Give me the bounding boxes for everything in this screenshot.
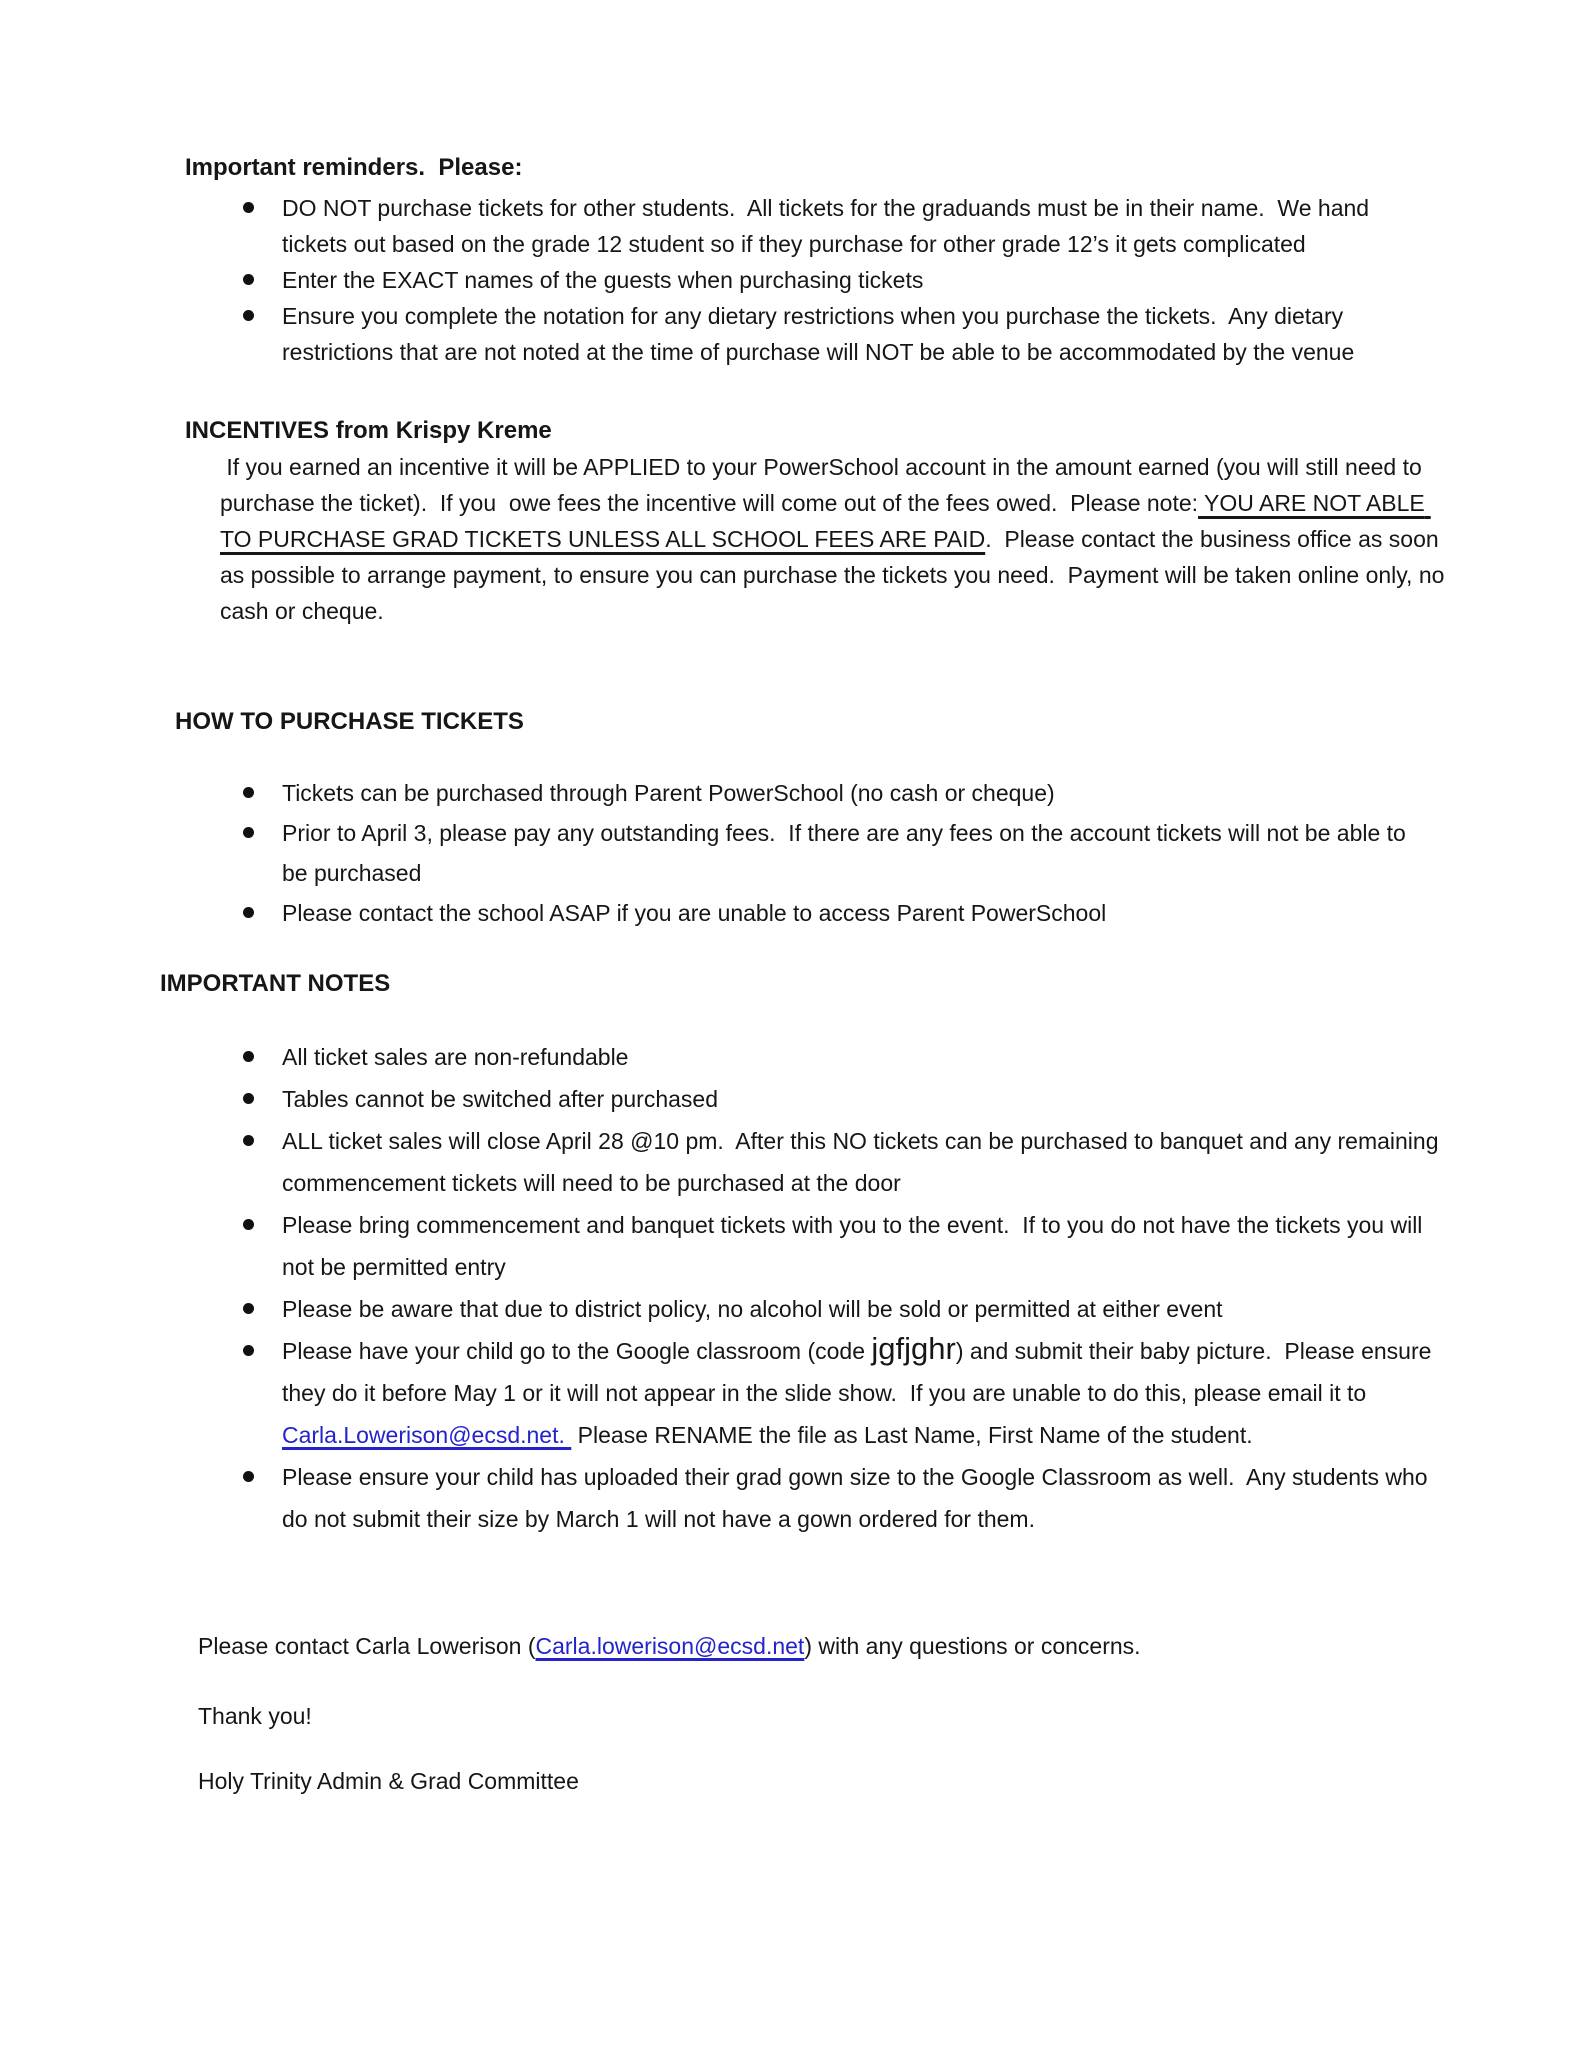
list-item-text: Ensure you complete the notation for any dietary restrictions when you purchase the tickets. Any dietary restrictions that are not noted at the time of purchase will NOT be able to be accommodated by the venue (282, 303, 1355, 365)
how-to-purchase-list (240, 773, 1435, 933)
bullet-icon (243, 1093, 254, 1104)
bullet-icon (243, 907, 254, 918)
contact-line (198, 1628, 1482, 1664)
bullet-icon (243, 787, 254, 798)
paragraph-text: Please contact Carla Lowerison ( (198, 1633, 536, 1659)
list-item (240, 190, 1400, 262)
bullet-icon (243, 827, 254, 838)
paragraph-text: Please have your child go to the Google classroom (code (282, 1338, 872, 1364)
paragraph-text: If you earned an incentive it will be APPLIED to your PowerSchool account in the amount earned (you will still need to purchase the ticket). If you owe fees the incentive will come out of the fees owed. Please note: (220, 454, 1429, 516)
bullet-icon (243, 1345, 254, 1356)
email-link[interactable]: Carla.Lowerison@ecsd.net. (282, 1422, 572, 1448)
bullet-icon (243, 1471, 254, 1482)
underlined-warning-text: YOU ARE NOT ABLE TO PURCHASE GRAD TICKETS UNLESS ALL SCHOOL FEES ARE PAID (220, 490, 1431, 552)
bullet-icon (243, 310, 254, 321)
important-notes-heading: IMPORTANT NOTES (160, 970, 391, 997)
list-item (240, 1078, 1440, 1120)
important-notes-list (240, 1036, 1445, 1540)
list-item (240, 298, 1400, 370)
list-item (240, 1288, 1440, 1330)
list-item (240, 813, 1435, 893)
list-item (240, 1036, 1440, 1078)
list-item-text: Tables cannot be switched after purchased (282, 1086, 718, 1112)
paragraph-text: ) with any questions or concerns. (804, 1633, 1141, 1659)
bullet-icon (243, 1051, 254, 1062)
classroom-code: jgfjghr (871, 1331, 956, 1366)
reminders-list (240, 190, 1400, 370)
signature-line: Holy Trinity Admin & Grad Committee (198, 1768, 579, 1794)
list-item-text: Please be aware that due to district policy, no alcohol will be sold or permitted at either event (282, 1296, 1223, 1322)
how-to-purchase-heading: HOW TO PURCHASE TICKETS (175, 708, 524, 735)
list-item-text: All ticket sales are non-refundable (282, 1044, 629, 1070)
list-item (240, 773, 1435, 813)
list-item-text (282, 1331, 1438, 1448)
paragraph-text: ) and submit their baby picture. Please ensure they do it before May 1 or it will not appear in the slide show. If you are unable to do this, please email it to (282, 1338, 1438, 1406)
list-item-text: Tickets can be purchased through Parent PowerSchool (no cash or cheque) (282, 780, 1055, 806)
bullet-icon (243, 274, 254, 285)
reminders-heading: Important reminders. Please: (185, 154, 523, 181)
list-item (240, 1456, 1440, 1540)
list-item-google-classroom (240, 1330, 1440, 1456)
list-item (240, 1204, 1440, 1288)
paragraph-text: . Please contact the business office as soon as possible to arrange payment, to ensure you can purchase the tickets you need. Payment will be taken online only, no cash or cheque. (220, 526, 1451, 624)
thank-you-line: Thank you! (198, 1703, 312, 1729)
email-link[interactable]: Carla.lowerison@ecsd.net (535, 1633, 805, 1659)
bullet-icon (243, 1219, 254, 1230)
list-item-text: Please ensure your child has uploaded their grad gown size to the Google Classroom as well. Any students who do not submit their size by March 1 will not have a gown ordered for them. (282, 1464, 1434, 1532)
paragraph-text: Please RENAME the file as Last Name, First Name of the student. (571, 1422, 1253, 1448)
list-item-text: DO NOT purchase tickets for other students. All tickets for the graduands must be in their name. We hand tickets out based on the grade 12 student so if they purchase for other grade 12’s it gets complicated (282, 195, 1376, 257)
list-item (240, 262, 1400, 298)
bullet-icon (243, 1135, 254, 1146)
list-item-text: Prior to April 3, please pay any outstanding fees. If there are any fees on the account tickets will not be able to be purchased (282, 820, 1413, 886)
list-item (240, 1120, 1445, 1204)
list-item-text: Please contact the school ASAP if you are unable to access Parent PowerSchool (282, 900, 1107, 926)
list-item-text: Enter the EXACT names of the guests when purchasing tickets (282, 267, 924, 293)
list-item-text: Please bring commencement and banquet tickets with you to the event. If to you do not have the tickets you will not be permitted entry (282, 1212, 1429, 1280)
list-item (240, 893, 1435, 933)
list-item-text: ALL ticket sales will close April 28 @10 pm. After this NO tickets can be purchased to banquet and any remaining commencement tickets will need to be purchased at the door (282, 1128, 1445, 1196)
bullet-icon (243, 1303, 254, 1314)
bullet-icon (243, 202, 254, 213)
incentives-heading: INCENTIVES from Krispy Kreme (185, 417, 552, 444)
incentives-paragraph (220, 449, 1455, 629)
